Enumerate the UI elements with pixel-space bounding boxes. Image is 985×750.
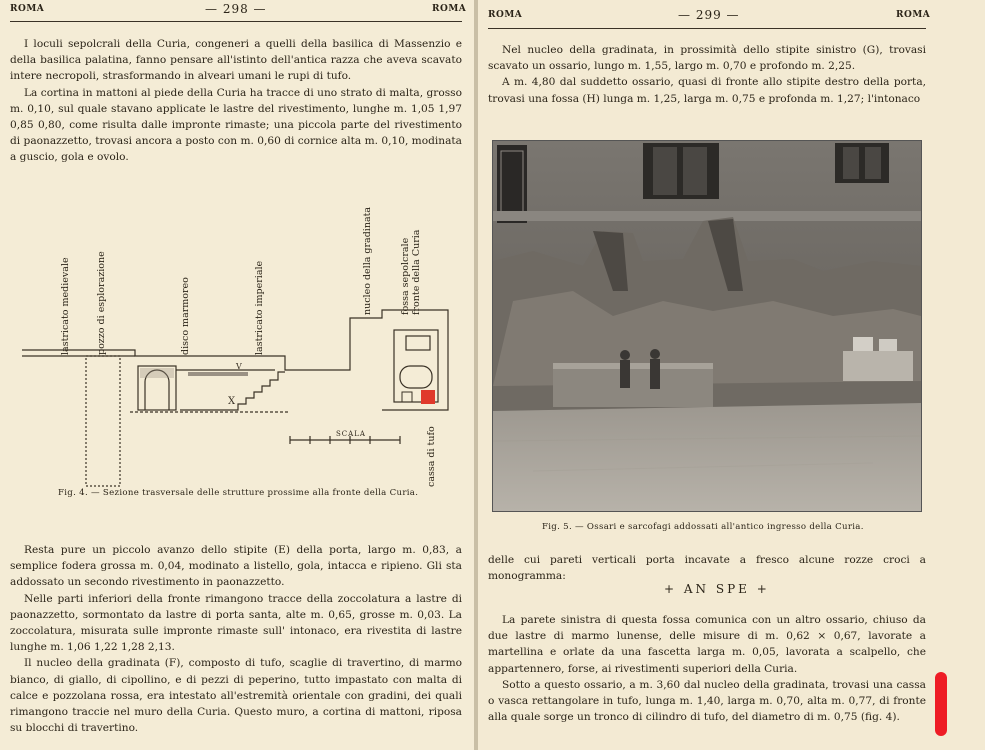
right-paragraph: Nel nucleo della gradinata, in prossimità dello stipite sinistro (G), trovasi scavato un ossario, lungo m. 1,55, largo m. 0,70 e profondo m. 2,25. bbox=[488, 44, 926, 73]
left-running-head-right: ROMA bbox=[432, 4, 467, 14]
left-page bbox=[0, 0, 474, 750]
left-text-top bbox=[10, 36, 462, 166]
monogram-crosses: + AN SPE + bbox=[664, 582, 770, 596]
left-paragraph: Il nucleo della gradinata (F), composto di tufo, scaglie di travertino, di marmo bianco, di giallo, di cipollino, e di pezzi di peperino, tutto impastato con malta di calce e pozzolana rossa, era intestato all'estremità orientale con gradini, dei quali rimangono traccie nel muro della Curia. Questo muro, a cortina di mattoni, riposa su blocchi di travertino. bbox=[10, 657, 462, 735]
right-text-top bbox=[488, 42, 926, 107]
label-lastricato-medievale: lastricato medievale bbox=[60, 257, 71, 355]
svg-text:X: X bbox=[228, 396, 236, 407]
right-running-head-left: ROMA bbox=[488, 10, 523, 20]
photo-drawing bbox=[493, 141, 921, 511]
label-cassa-di-tufo: cassa di tufo bbox=[426, 426, 437, 487]
right-text-bottom bbox=[488, 612, 926, 725]
figure-4 bbox=[0, 190, 474, 510]
right-paragraph: delle cui pareti verticali porta incavate a fresco alcune rozze croci a monogramma: bbox=[488, 554, 926, 583]
svg-text:V: V bbox=[236, 362, 242, 371]
left-page-number: — 298 — bbox=[205, 2, 267, 16]
red-annotation-marker bbox=[935, 672, 947, 736]
figure-4-caption: Fig. 4. — Sezione trasversale delle strutture prossime alla fronte della Curia. bbox=[58, 488, 419, 498]
label-lastricato-imperiale: lastricato imperiale bbox=[254, 260, 265, 355]
right-page-number: — 299 — bbox=[678, 8, 740, 22]
right-paragraph: A m. 4,80 dal suddetto ossario, quasi di fronte allo stipite destro della porta, trovasi una fossa (H) lunga m. 1,25, larga m. 0,75 e profonda m. 1,27; l'intonaco bbox=[488, 76, 926, 105]
left-paragraph: I loculi sepolcrali della Curia, congeneri a quelli della basilica di Massenzio e della basilica palatina, fanno pensare all'istinto dell'antica razza che aveva scavato intere necropoli, strasformando in alveari umani le rupi di tufo. bbox=[10, 38, 462, 83]
right-line-after-figure bbox=[488, 552, 926, 584]
left-paragraph: La cortina in mattoni al piede della Curia ha tracce di uno strato di malta, grosso m. 0,10, sul quale stavano applicate le lastre del rivestimento, lunghe m. 1,05 1,97 0,85 0,80, come risulta dalle impronte rimaste; una piccola parte del rivestimento di paonazzetto, trovasi ancora a posto con m. 0,60 di cornice alta m. 0,10, modinata a guscio, gola e ovolo. bbox=[10, 86, 462, 164]
right-running-head-right: ROMA bbox=[896, 10, 931, 20]
figure-5-caption: Fig. 5. — Ossari e sarcofagi addossati all'antico ingresso della Curia. bbox=[542, 522, 864, 532]
label-pozzo-di-esplorazione: pozzo di esplorazione bbox=[96, 251, 107, 355]
right-header-rule bbox=[488, 28, 926, 29]
left-header-rule bbox=[10, 21, 462, 22]
section-drawing bbox=[0, 190, 474, 510]
right-page bbox=[478, 0, 985, 750]
right-paragraph: La parete sinistra di questa fossa comunica con un altro ossario, chiuso da due lastre di marmo lunense, delle misure di m. 0,62 × 0,67, lavorate a martellina e orlate da una fascetta larga m. 0,05, lavorata a scalpello, che appartennero, forse, ai rivestimenti superiori della Curia. bbox=[488, 614, 926, 675]
left-text-bottom bbox=[10, 542, 462, 736]
left-paragraph: Nelle parti inferiori della fronte rimangono tracce della zoccolatura a lastre di paonazzetto, sormontato da lastre di porta santa, alte m. 0,65, grosse m. 0,03. La zoccolatura, misurata sulle impronte rimaste sull' intonaco, era rivestita di lastre lunghe m. 1,06 1,22 1,28 2,13. bbox=[10, 592, 462, 654]
label-fossa-sepolcrale: fossa sepolcrale fronte della Curia bbox=[400, 229, 422, 315]
left-paragraph: Resta pure un piccolo avanzo dello stipite (E) della porta, largo m. 0,83, a semplice fodera grossa m. 0,04, modinato a listello, gola, intacca e ripieno. Gli sta addossato un secondo rivestimento in paonazzetto. bbox=[10, 544, 462, 589]
scale-label: SCALA bbox=[336, 430, 366, 438]
label-disco-marmoreo: disco marmoreo bbox=[180, 277, 191, 355]
figure-5-photo bbox=[492, 140, 922, 512]
left-running-head-left: ROMA bbox=[10, 4, 45, 14]
right-paragraph: Sotto a questo ossario, a m. 3,60 dal nucleo della gradinata, trovasi una cassa o vasca rettangolare in tufo, lunga m. 1,40, larga m. 0,70, alta m. 0,77, di fronte alla quale sorge un tronco di cilindro di tufo, del diametro di m. 0,75 (fig. 4). bbox=[488, 678, 926, 724]
label-nucleo-della-gradinata: nucleo della gradinata bbox=[362, 206, 373, 315]
